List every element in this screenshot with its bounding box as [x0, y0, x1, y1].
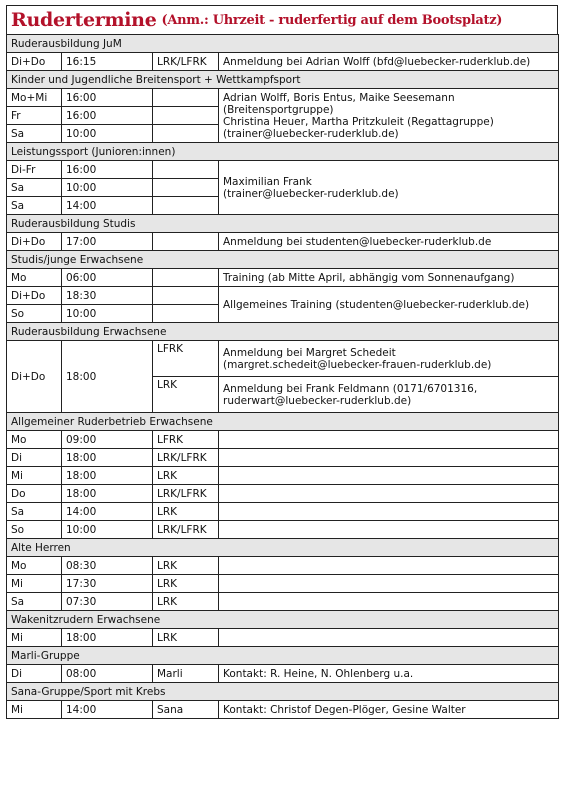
time-cell: 16:00	[62, 89, 153, 107]
club-cell: LRK	[153, 503, 219, 521]
day-cell: Sa	[7, 503, 62, 521]
club-cell: LRK/LFRK	[153, 449, 219, 467]
section-header-row	[7, 413, 559, 431]
info-cell	[219, 521, 559, 539]
day-cell: Mo	[7, 557, 62, 575]
day-cell: Di	[7, 449, 62, 467]
schedule-sheet	[6, 5, 558, 719]
info-cell	[219, 341, 559, 377]
info-line: (margret.schedeit@luebecker-frauen-ruderklub.de)	[223, 358, 492, 371]
info-cell: Anmeldung bei studenten@luebecker-ruderklub.de	[219, 233, 559, 251]
info-cell	[219, 161, 559, 215]
day-cell: So	[7, 521, 62, 539]
table-row	[7, 89, 559, 107]
info-cell	[219, 467, 559, 485]
time-cell: 16:00	[62, 161, 153, 179]
info-cell: Kontakt: R. Heine, N. Ohlenberg u.a.	[219, 665, 559, 683]
section-header: Ruderausbildung Erwachsene	[7, 323, 559, 341]
club-cell	[153, 89, 219, 107]
info-cell	[219, 629, 559, 647]
day-cell: Sa	[7, 179, 62, 197]
time-cell: 18:00	[62, 341, 153, 413]
info-cell: Anmeldung bei Adrian Wolff (bfd@luebecker-ruderklub.de)	[219, 53, 559, 71]
table-row	[7, 557, 559, 575]
time-cell: 14:00	[62, 197, 153, 215]
info-line: ruderwart@luebecker-ruderklub.de)	[223, 394, 412, 407]
table-row	[7, 593, 559, 611]
day-cell: Do	[7, 485, 62, 503]
club-cell: LRK	[153, 575, 219, 593]
day-cell: Di+Do	[7, 233, 62, 251]
table-row	[7, 521, 559, 539]
club-cell: Marli	[153, 665, 219, 683]
time-cell: 09:00	[62, 431, 153, 449]
info-line: (trainer@luebecker-ruderklub.de)	[223, 187, 399, 200]
day-cell: Di-Fr	[7, 161, 62, 179]
section-header: Ruderausbildung Studis	[7, 215, 559, 233]
time-cell: 18:00	[62, 485, 153, 503]
info-line: Christina Heuer, Martha Pritzkuleit (Regattagruppe)	[223, 115, 494, 128]
club-cell: LFRK	[153, 431, 219, 449]
table-row	[7, 233, 559, 251]
time-cell: 06:00	[62, 269, 153, 287]
day-cell: Di+Do	[7, 287, 62, 305]
club-cell	[153, 125, 219, 143]
club-cell: LRK/LFRK	[153, 521, 219, 539]
section-header: Studis/junge Erwachsene	[7, 251, 559, 269]
section-header-row	[7, 71, 559, 89]
section-header: Kinder und Jugendliche Breitensport + Wettkampfsport	[7, 71, 559, 89]
info-line: Maximilian Frank	[223, 175, 312, 188]
section-header-row	[7, 143, 559, 161]
club-cell	[153, 287, 219, 305]
club-cell	[153, 269, 219, 287]
table-row	[7, 467, 559, 485]
club-cell	[153, 179, 219, 197]
time-cell: 10:00	[62, 305, 153, 323]
section-header-row	[7, 611, 559, 629]
table-row	[7, 701, 559, 719]
club-cell	[153, 305, 219, 323]
club-cell: LRK	[153, 467, 219, 485]
table-row	[7, 485, 559, 503]
time-cell: 18:30	[62, 287, 153, 305]
table-row	[7, 449, 559, 467]
day-cell: Di+Do	[7, 341, 62, 413]
day-cell: Mo	[7, 269, 62, 287]
club-cell: LRK	[153, 593, 219, 611]
info-cell	[219, 431, 559, 449]
info-line: Adrian Wolff, Boris Entus, Maike Seesemann	[223, 91, 455, 104]
info-cell	[219, 485, 559, 503]
club-cell	[153, 233, 219, 251]
table-row	[7, 503, 559, 521]
club-cell: LFRK	[153, 341, 219, 377]
info-cell	[219, 593, 559, 611]
club-cell: Sana	[153, 701, 219, 719]
info-cell	[219, 89, 559, 143]
day-cell: Mi	[7, 701, 62, 719]
info-line: Anmeldung bei Margret Schedeit	[223, 346, 396, 359]
club-cell	[153, 161, 219, 179]
time-cell: 17:00	[62, 233, 153, 251]
section-header-row	[7, 647, 559, 665]
info-cell	[219, 503, 559, 521]
table-row	[7, 53, 559, 71]
info-line: (trainer@luebecker-ruderklub.de)	[223, 127, 399, 140]
info-cell	[219, 377, 559, 413]
info-cell: Training (ab Mitte April, abhängig vom Sonnenaufgang)	[219, 269, 559, 287]
club-cell: LRK	[153, 377, 219, 413]
section-header-row	[7, 539, 559, 557]
day-cell: Mi	[7, 629, 62, 647]
time-cell: 18:00	[62, 449, 153, 467]
club-cell: LRK	[153, 557, 219, 575]
time-cell: 08:30	[62, 557, 153, 575]
time-cell: 14:00	[62, 503, 153, 521]
day-cell: Sa	[7, 125, 62, 143]
section-header: Alte Herren	[7, 539, 559, 557]
info-cell	[219, 575, 559, 593]
day-cell: Mo+Mi	[7, 89, 62, 107]
schedule-table	[6, 34, 559, 719]
time-cell: 10:00	[62, 179, 153, 197]
section-header: Marli-Gruppe	[7, 647, 559, 665]
info-cell: Kontakt: Christof Degen-Plöger, Gesine Walter	[219, 701, 559, 719]
section-header-row	[7, 251, 559, 269]
section-header-row	[7, 215, 559, 233]
day-cell: Sa	[7, 593, 62, 611]
club-cell: LRK/LFRK	[153, 53, 219, 71]
day-cell: Fr	[7, 107, 62, 125]
day-cell: Mi	[7, 467, 62, 485]
info-cell: Allgemeines Training (studenten@luebecker-ruderklub.de)	[219, 287, 559, 323]
time-cell: 18:00	[62, 467, 153, 485]
page-subtitle: (Anm.: Uhrzeit - ruderfertig auf dem Bootsplatz)	[161, 12, 503, 28]
club-cell	[153, 107, 219, 125]
club-cell: LRK	[153, 629, 219, 647]
section-header-row	[7, 35, 559, 53]
section-header: Ruderausbildung JuM	[7, 35, 559, 53]
table-row	[7, 431, 559, 449]
club-cell: LRK/LFRK	[153, 485, 219, 503]
table-row	[7, 161, 559, 179]
day-cell: So	[7, 305, 62, 323]
section-header-row	[7, 683, 559, 701]
time-cell: 14:00	[62, 701, 153, 719]
time-cell: 16:00	[62, 107, 153, 125]
time-cell: 07:30	[62, 593, 153, 611]
section-header: Wakenitzrudern Erwachsene	[7, 611, 559, 629]
info-cell	[219, 557, 559, 575]
day-cell: Mi	[7, 575, 62, 593]
table-row	[7, 665, 559, 683]
info-line: Anmeldung bei Frank Feldmann (0171/6701316,	[223, 382, 478, 395]
page-title: Rudertermine	[11, 9, 157, 31]
schedule-title-bar	[6, 5, 558, 34]
day-cell: Di+Do	[7, 53, 62, 71]
section-header: Allgemeiner Ruderbetrieb Erwachsene	[7, 413, 559, 431]
time-cell: 08:00	[62, 665, 153, 683]
day-cell: Mo	[7, 431, 62, 449]
table-row	[7, 575, 559, 593]
info-line: (Breitensportgruppe)	[223, 103, 334, 116]
time-cell: 18:00	[62, 629, 153, 647]
day-cell: Di	[7, 665, 62, 683]
time-cell: 10:00	[62, 521, 153, 539]
time-cell: 10:00	[62, 125, 153, 143]
table-row	[7, 341, 559, 377]
section-header: Sana-Gruppe/Sport mit Krebs	[7, 683, 559, 701]
time-cell: 17:30	[62, 575, 153, 593]
table-row	[7, 269, 559, 287]
section-header-row	[7, 323, 559, 341]
table-row	[7, 287, 559, 305]
info-cell	[219, 449, 559, 467]
table-row	[7, 629, 559, 647]
club-cell	[153, 197, 219, 215]
time-cell: 16:15	[62, 53, 153, 71]
day-cell: Sa	[7, 197, 62, 215]
section-header: Leistungssport (Junioren:innen)	[7, 143, 559, 161]
